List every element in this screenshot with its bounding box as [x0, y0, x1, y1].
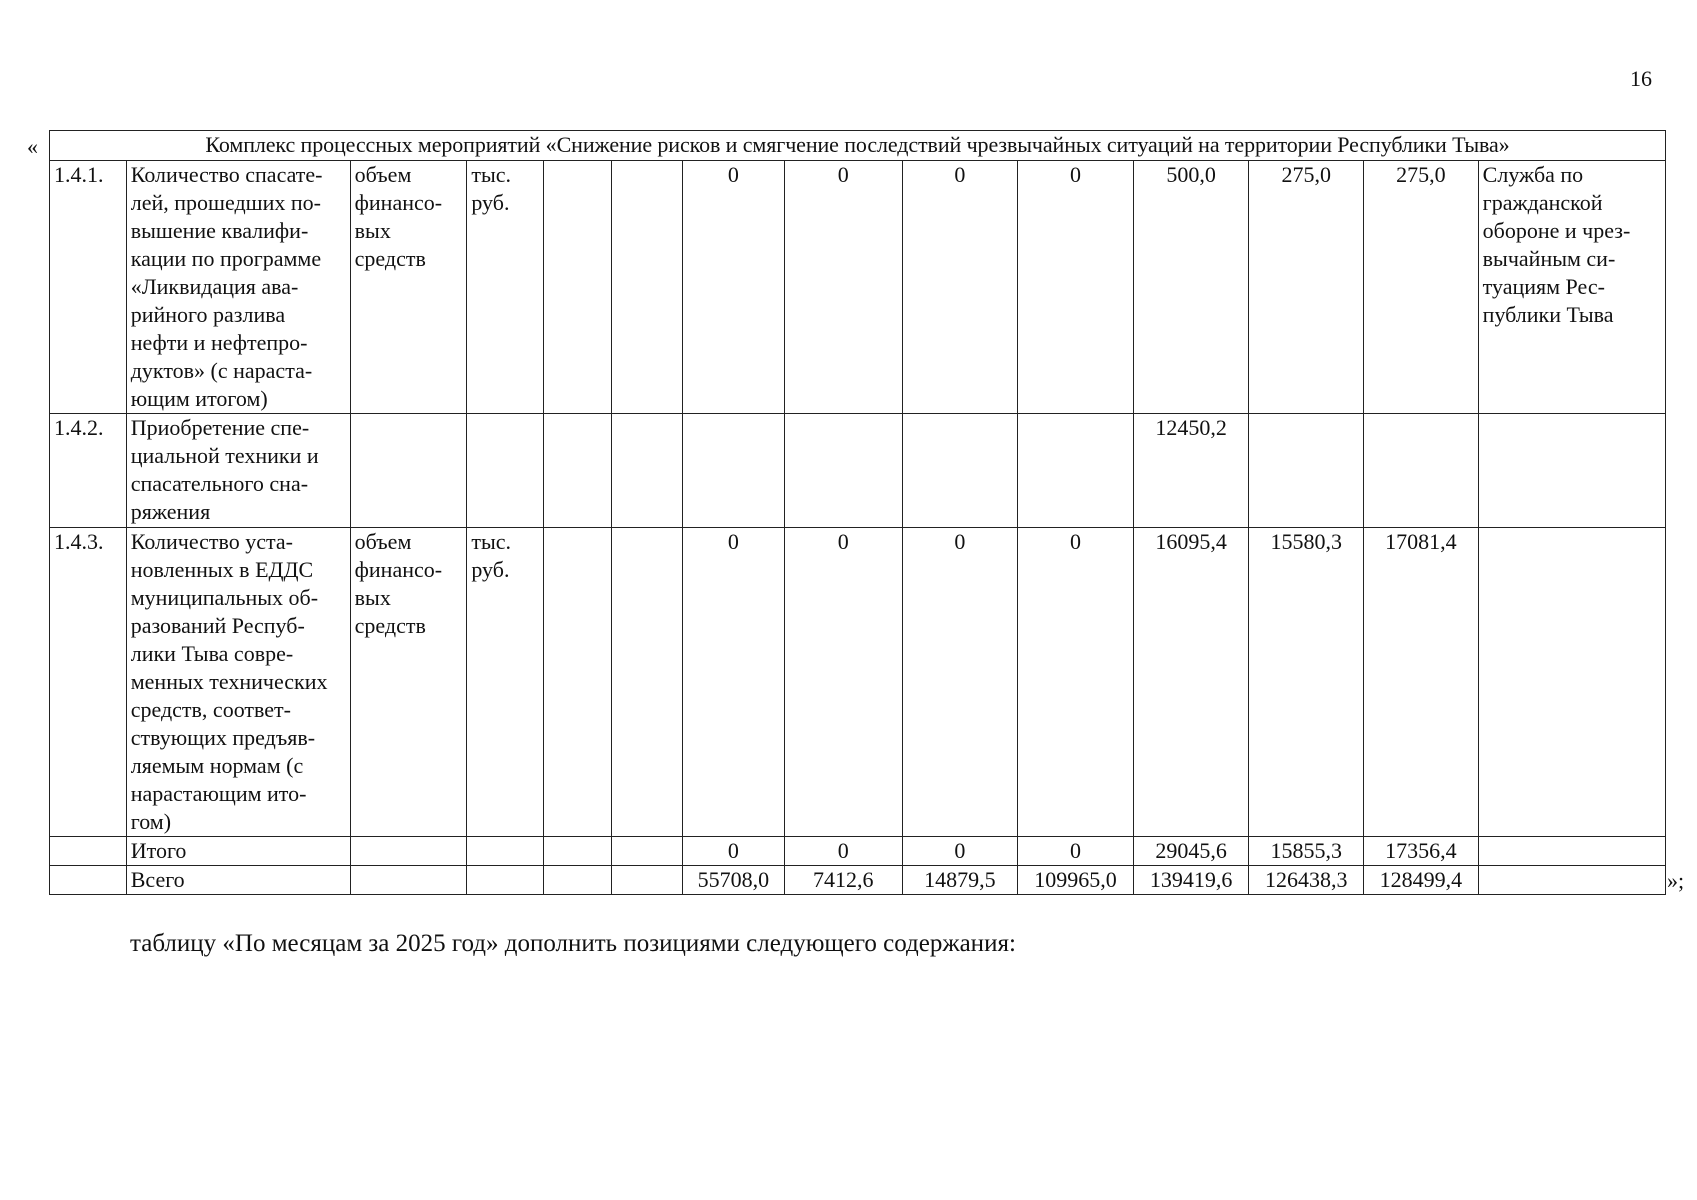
row-empty-cell	[612, 414, 682, 528]
row-value-7: 17081,4	[1364, 528, 1479, 837]
total-empty-cell	[350, 837, 467, 866]
grand-total-empty-cell	[50, 866, 127, 895]
total-value-1: 0	[682, 837, 784, 866]
row-value-5: 12450,2	[1133, 414, 1249, 528]
grand-total-empty-cell	[467, 866, 544, 895]
table-row	[50, 414, 1666, 528]
row-value-7: 275,0	[1364, 161, 1479, 414]
grand-total-empty-cell	[350, 866, 467, 895]
row-value-6: 275,0	[1249, 161, 1364, 414]
grand-total-value-6: 126438,3	[1249, 866, 1364, 895]
row-indicator: объем финансо-вых средств	[350, 161, 467, 414]
row-empty-cell	[544, 414, 612, 528]
footer-paragraph: таблицу «По месяцам за 2025 год» дополнить позициями следующего содержания:	[130, 930, 1016, 957]
row-empty-cell	[612, 528, 682, 837]
row-value-4: 0	[1018, 161, 1134, 414]
row-value-4: 0	[1018, 528, 1134, 837]
grand-total-value-1: 55708,0	[682, 866, 784, 895]
total-value-4: 0	[1018, 837, 1134, 866]
grand-total-value-2: 7412,6	[784, 866, 902, 895]
grand-total-row	[50, 866, 1666, 895]
row-value-1: 0	[682, 528, 784, 837]
total-empty-cell	[612, 837, 682, 866]
row-value-1: 0	[682, 161, 784, 414]
total-empty-cell	[467, 837, 544, 866]
total-empty-cell	[544, 837, 612, 866]
row-code: 1.4.3.	[50, 528, 127, 837]
row-empty-cell	[544, 528, 612, 837]
grand-total-label: Всего	[126, 866, 350, 895]
row-indicator	[350, 414, 467, 528]
total-value-2: 0	[784, 837, 902, 866]
row-value-6	[1249, 414, 1364, 528]
total-empty-cell	[1478, 837, 1665, 866]
row-empty-cell	[544, 161, 612, 414]
row-name: Количество спасате-лей, прошедших по-вышение квалифи-кации по программе «Ликвидация ава-рийного разлива нефти и нефтепро-дуктов» (с нараста-ющим итогом)	[126, 161, 350, 414]
grand-total-empty-cell	[544, 866, 612, 895]
row-responsible	[1478, 528, 1665, 837]
grand-total-value-5: 139419,6	[1133, 866, 1249, 895]
row-value-1	[682, 414, 784, 528]
row-indicator: объем финансо-вых средств	[350, 528, 467, 837]
total-empty-cell	[50, 837, 127, 866]
grand-total-empty-cell	[1478, 866, 1665, 895]
row-value-3: 0	[902, 161, 1018, 414]
row-unit: тыс. руб.	[467, 528, 544, 837]
grand-total-empty-cell	[612, 866, 682, 895]
row-unit	[467, 414, 544, 528]
table-open-quote: «	[27, 134, 38, 159]
grand-total-value-7: 128499,4	[1364, 866, 1479, 895]
row-value-6: 15580,3	[1249, 528, 1364, 837]
row-name: Приобретение спе-циальной техники и спасательного сна-ряжения	[126, 414, 350, 528]
row-code: 1.4.1.	[50, 161, 127, 414]
row-value-5: 16095,4	[1133, 528, 1249, 837]
grand-total-value-4: 109965,0	[1018, 866, 1134, 895]
row-code: 1.4.2.	[50, 414, 127, 528]
row-responsible: Служба по гражданской обороне и чрез-вычайным си-туациям Рес-публики Тыва	[1478, 161, 1665, 414]
total-label: Итого	[126, 837, 350, 866]
row-unit: тыс. руб.	[467, 161, 544, 414]
row-value-7	[1364, 414, 1479, 528]
row-value-4	[1018, 414, 1134, 528]
row-value-2	[784, 414, 902, 528]
table-header-row	[50, 131, 1666, 161]
row-value-2: 0	[784, 528, 902, 837]
total-value-5: 29045,6	[1133, 837, 1249, 866]
row-value-5: 500,0	[1133, 161, 1249, 414]
row-value-3	[902, 414, 1018, 528]
table-row	[50, 161, 1666, 414]
row-value-3: 0	[902, 528, 1018, 837]
total-row	[50, 837, 1666, 866]
grand-total-value-3: 14879,5	[902, 866, 1018, 895]
total-value-6: 15855,3	[1249, 837, 1364, 866]
total-value-3: 0	[902, 837, 1018, 866]
row-empty-cell	[612, 161, 682, 414]
financing-table	[49, 130, 1666, 895]
total-value-7: 17356,4	[1364, 837, 1479, 866]
table-close-quote: »;	[1667, 868, 1685, 893]
page-number: 16	[1630, 66, 1652, 91]
row-responsible	[1478, 414, 1665, 528]
row-name: Количество уста-новленных в ЕДДС муниципальных об-разований Респуб-лики Тыва совре-менных технических средств, соответ-ствующих предъяв-ляемым нормам (с нарастающим ито-гом)	[126, 528, 350, 837]
table-row	[50, 528, 1666, 837]
program-complex-title: Комплекс процессных мероприятий «Снижение рисков и смягчение последствий чрезвычайных ситуаций на территории Республики Тыва»	[50, 131, 1666, 161]
row-value-2: 0	[784, 161, 902, 414]
